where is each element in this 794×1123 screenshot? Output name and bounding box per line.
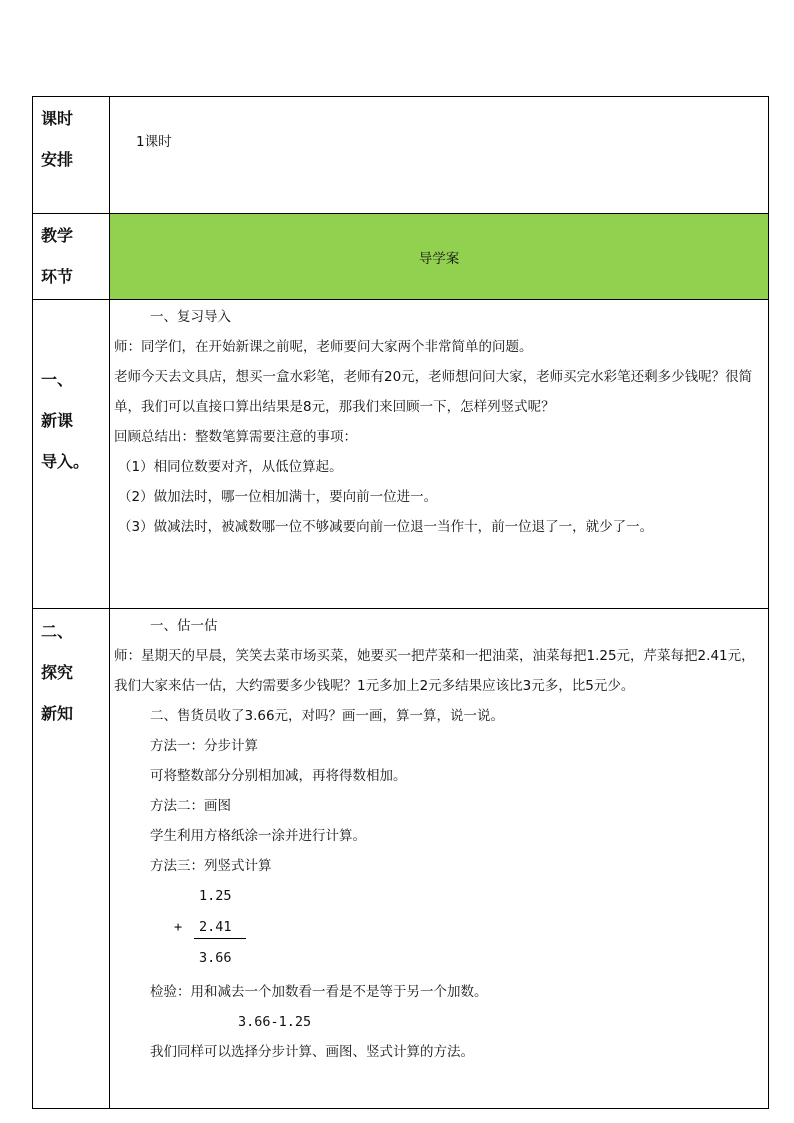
label-text: 一、	[41, 370, 74, 389]
class-hours-row	[33, 97, 769, 214]
paragraph: 可将整数部分分别相加减，再将得数相加。	[150, 768, 407, 784]
section-explore-row	[33, 609, 769, 1109]
teaching-stage-label	[33, 214, 110, 300]
method-title: 方法一：分步计算	[150, 738, 258, 754]
addend-2: 2.41	[199, 919, 232, 935]
paragraph: 学生利用方格纸涂一涂并进行计算。	[150, 828, 366, 844]
lesson-plan-table	[32, 96, 769, 1109]
label-text: 教学	[41, 226, 74, 245]
sum-line	[194, 938, 246, 939]
section-intro-content	[110, 300, 769, 609]
paragraph: 师：同学们，在开始新课之前呢，老师要问大家两个非常简单的问题。	[114, 339, 533, 355]
sum: 3.66	[199, 950, 232, 966]
label-text: 安排	[41, 150, 74, 169]
label-text: 探究	[41, 663, 74, 682]
section-explore-content	[110, 609, 769, 1109]
heading-estimate: 一、估一估	[150, 618, 218, 634]
paragraph: 我们同样可以选择分步计算、画图、竖式计算的方法。	[150, 1044, 474, 1060]
list-item: （1）相同位数要对齐，从低位算起。	[118, 459, 343, 475]
class-hours-value: 1课时	[110, 97, 769, 214]
addend-1: 1.25	[199, 888, 232, 904]
section-explore-label	[33, 609, 110, 1109]
class-hours-label	[33, 97, 110, 214]
label-text: 新知	[41, 704, 74, 723]
guide-header-cell	[110, 214, 769, 300]
heading-question: 二、售货员收了3.66元，对吗？画一画，算一算，说一说。	[150, 708, 505, 724]
paragraph: 回顾总结出：整数笔算需要注意的事项：	[114, 429, 357, 445]
section-intro-label	[33, 300, 110, 609]
plus-operator: +	[174, 919, 183, 935]
label-text: 新课	[41, 411, 74, 430]
paragraph: 老师今天去文具店，想买一盒水彩笔，老师有20元，老师想问问大家，老师买完水彩笔还剩多少钱呢？很简单，我们可以直接口算出结果是8元，那我们来回顾一下，怎样列竖式呢？	[114, 369, 753, 415]
vertical-addition	[114, 881, 768, 977]
section-intro-row	[33, 300, 769, 609]
paragraph: 检验：用和减去一个加数看一看是不是等于另一个加数。	[150, 984, 488, 1000]
label-text: 环节	[41, 267, 74, 286]
list-item: （3）做减法时，被减数哪一位不够减要向前一位退一当作十，前一位退了一，就少了一。	[118, 519, 654, 535]
label-text: 导入。	[41, 452, 90, 471]
list-item: （2）做加法时，哪一位相加满十，要向前一位进一。	[118, 489, 438, 505]
label-text: 二、	[41, 622, 74, 641]
method-title: 方法三：列竖式计算	[150, 858, 272, 874]
guide-title: 导学案	[418, 251, 460, 267]
method-title: 方法二：画图	[150, 798, 231, 814]
teaching-stage-row	[33, 214, 769, 300]
paragraph: 师：星期天的早晨，笑笑去菜市场买菜，她要买一把芹菜和一把油菜，油菜每把1.25元，芹菜每把2.41元，我们大家来估一估，大约需要多少钱呢？1元多加上2元多结果应该比3元多，比5元少。	[114, 648, 755, 694]
heading-review: 一、复习导入	[150, 309, 231, 325]
label-text: 课时	[41, 109, 74, 128]
check-expression: 3.66-1.25	[238, 1014, 312, 1030]
